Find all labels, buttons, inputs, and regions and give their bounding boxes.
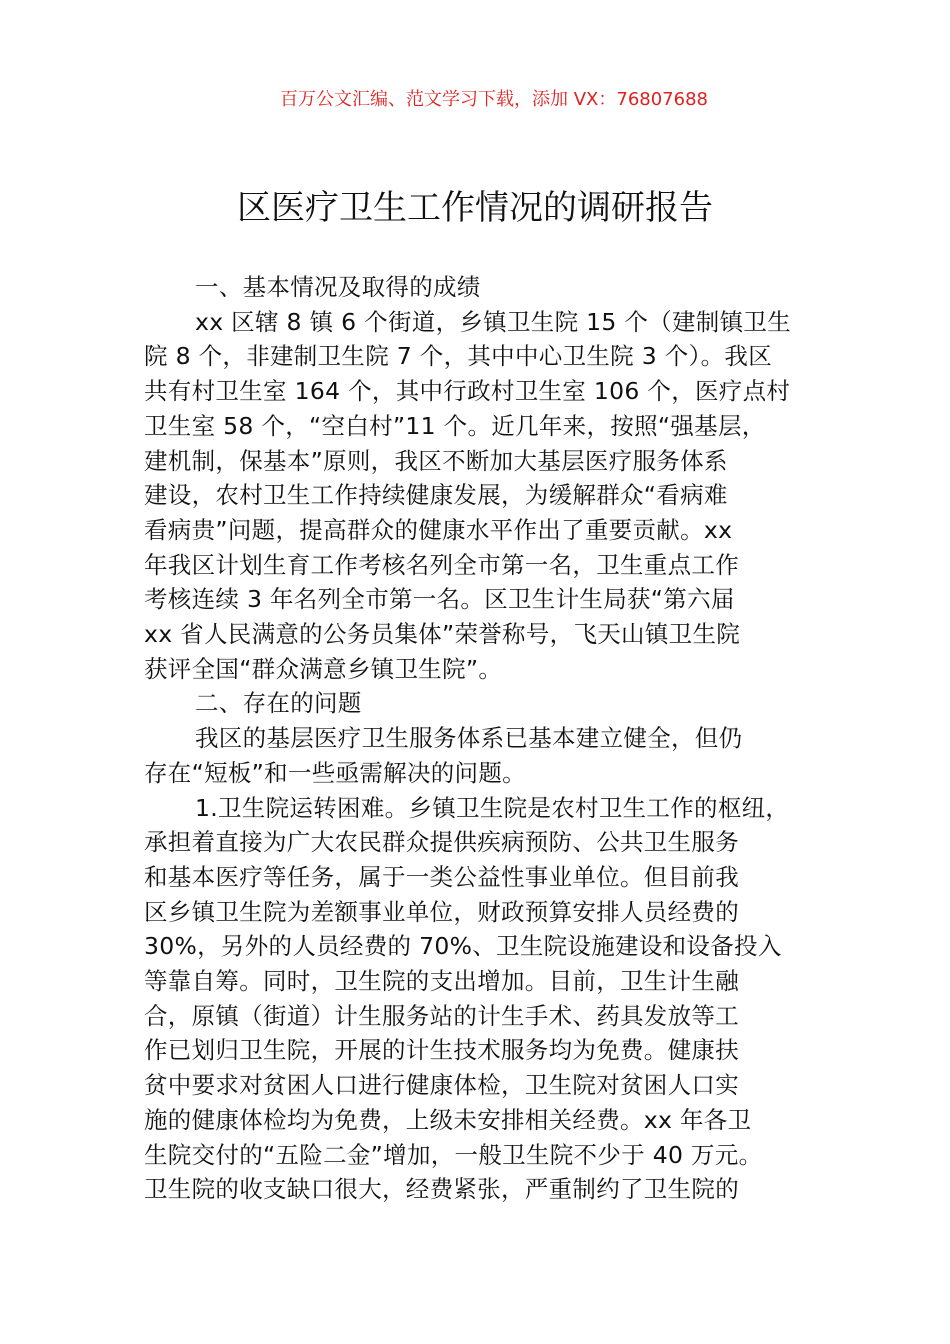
text-line: 一、基本情况及取得的成绩 [195,273,481,301]
text-line: 生院交付的“五险二金”增加，一般卫生院不少于 40 万元。 [144,1140,763,1169]
text-line: 作已划归卫生院，开展的计生技术服务均为免费。健康扶 [144,1036,739,1065]
text-line: 30%，另外的人员经费的 70%、卫生院设施建设和设备投入 [144,932,782,961]
text-line: 等靠自筹。同时，卫生院的支出增加。目前，卫生计生融 [144,967,739,995]
text-line: 卫生室 58 个，“空白村”11 个。近几年来，按照“强基层， [144,411,766,440]
text-line: 施的健康体检均为免费，上级未安排相关经费。xx 年各卫 [144,1105,752,1134]
text-line: 贫中要求对贫困人口进行健康体检，卫生院对贫困人口实 [144,1071,739,1100]
text-line: xx 区辖 8 镇 6 个街道，乡镇卫生院 15 个（建制镇卫生 [195,307,792,336]
text-line: 院 8 个，非建制卫生院 7 个，其中中心卫生院 3 个）。我区 [144,342,773,371]
text-line: 1.卫生院运转困难。乡镇卫生院是农村卫生工作的枢纽， [195,793,790,822]
text-line: 二、存在的问题 [195,689,362,718]
text-line: 存在“短板”和一些亟需解决的问题。 [144,758,526,787]
text-line: 卫生院的收支缺口很大，经费紧张，严重制约了卫生院的 [144,1175,739,1204]
text-line: 区乡镇卫生院为差额事业单位，财政预算安排人员经费的 [144,897,739,926]
text-line: 看病贵”问题，提高群众的健康水平作出了重要贡献。xx [144,515,733,544]
text-line: 承担着直接为广大农民群众提供疾病预防、公共卫生服务 [144,828,739,857]
text-line: 和基本医疗等任务，属于一类公益性事业单位。但目前我 [144,862,739,891]
text-line: 年我区计划生育工作考核名列全市第一名，卫生重点工作 [144,550,739,579]
text-line: 获评全国“群众满意乡镇卫生院”。 [144,654,503,683]
text-line: 合，原镇（街道）计生服务站的计生手术、药具发放等工 [144,1001,739,1030]
text-line: 考核连续 3 年名列全市第一名。区卫生计生局获“第六届 [144,585,735,614]
text-line: xx 省人民满意的公务员集体”荣誉称号，飞天山镇卫生院 [144,620,741,648]
text-line: 建设，农村卫生工作持续健康发展，为缓解群众“看病难 [144,481,728,510]
promo-banner: 百万公文汇编、范文学习下载，添加 VX：76807688 [280,89,708,110]
text-line: 共有村卫生室 164 个，其中行政村卫生室 106 个，医疗点村 [144,377,791,406]
text-line: 建机制，保基本”原则，我区不断加大基层医疗服务体系 [144,446,728,475]
text-line: 我区的基层医疗卫生服务体系已基本建立健全，但仍 [195,724,743,753]
document-title: 区医疗卫生工作情况的调研报告 [237,188,713,228]
